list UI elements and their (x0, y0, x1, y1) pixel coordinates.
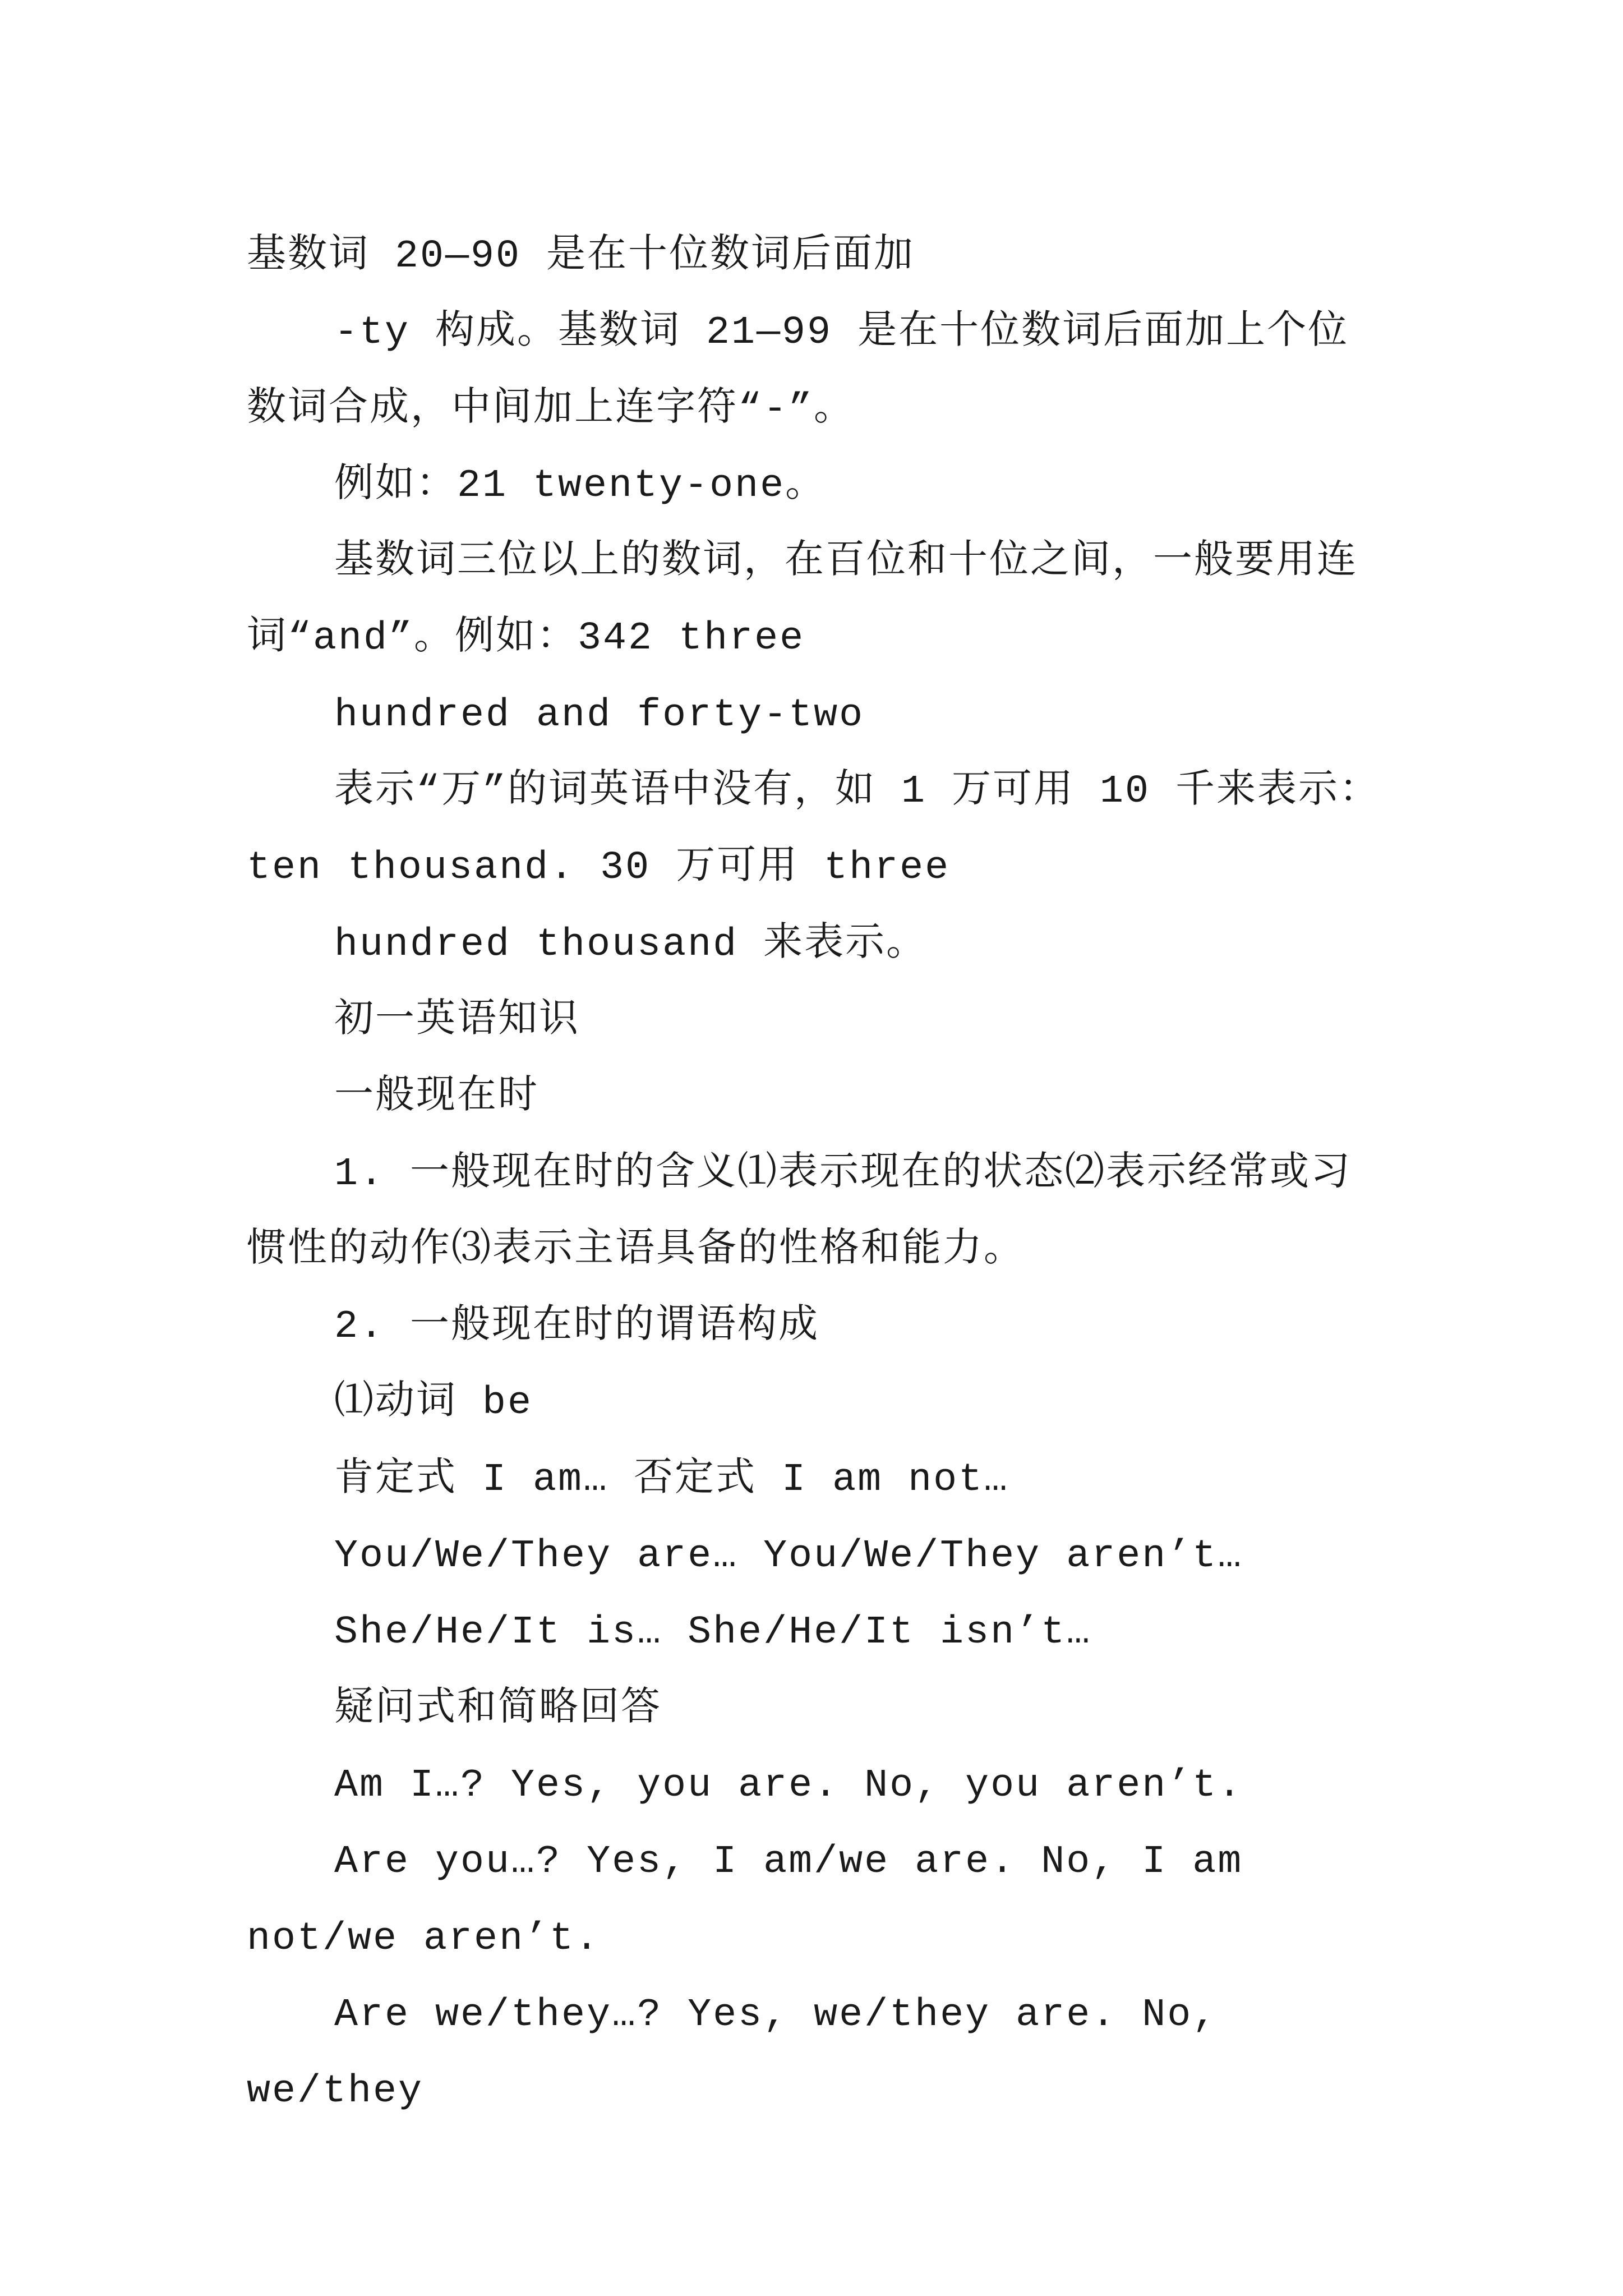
paragraph: 例如：21 twenty-one。 (334, 463, 827, 508)
paragraph: 疑问式和简略回答 (334, 1687, 662, 1732)
paragraph: 基数词 20—90 是在十位数词后面加 (247, 234, 915, 279)
paragraph: She/He/It is… She/He/It isn’t… (334, 1611, 1092, 1655)
paragraph: Are we/they…? Yes, we/they are. No, we/they (247, 1993, 1243, 2114)
paragraph: You/We/They are… You/We/They aren’t… (334, 1534, 1243, 1579)
paragraph: 表示“万”的词英语中没有，如 1 万可用 10 千来表示：ten thousand. 30 万可用 three (247, 770, 1381, 891)
paragraph: ⑴动词 be (334, 1381, 533, 1426)
section-heading: 初一英语知识 (334, 999, 580, 1043)
paragraph: hundred thousand 来表示。 (334, 922, 928, 967)
paragraph: 基数词三位以上的数词，在百位和十位之间，一般要用连词“and”。例如：342 three (247, 540, 1358, 661)
section-heading: 一般现在时 (334, 1075, 539, 1120)
paragraph: hundred and forty-two (334, 693, 865, 738)
paragraph: 2. 一般现在时的谓语构成 (334, 1305, 820, 1350)
paragraph: Am I…? Yes, you are. No, you aren’t. (334, 1763, 1243, 1808)
paragraph: 1. 一般现在时的含义⑴表示现在的状态⑵表示经常或习惯性的动作⑶表示主语具备的性格和能力。 (247, 1152, 1352, 1273)
document-body (247, 219, 1385, 2130)
paragraph: -ty 构成。基数词 21—99 是在十位数词后面加上个位数词合成，中间加上连字符“-”。 (247, 311, 1349, 432)
paragraph: Are you…? Yes, I am/we are. No, I am not/we aren’t. (247, 1840, 1269, 1961)
paragraph: 肯定式 I am… 否定式 I am not… (334, 1457, 1009, 1502)
